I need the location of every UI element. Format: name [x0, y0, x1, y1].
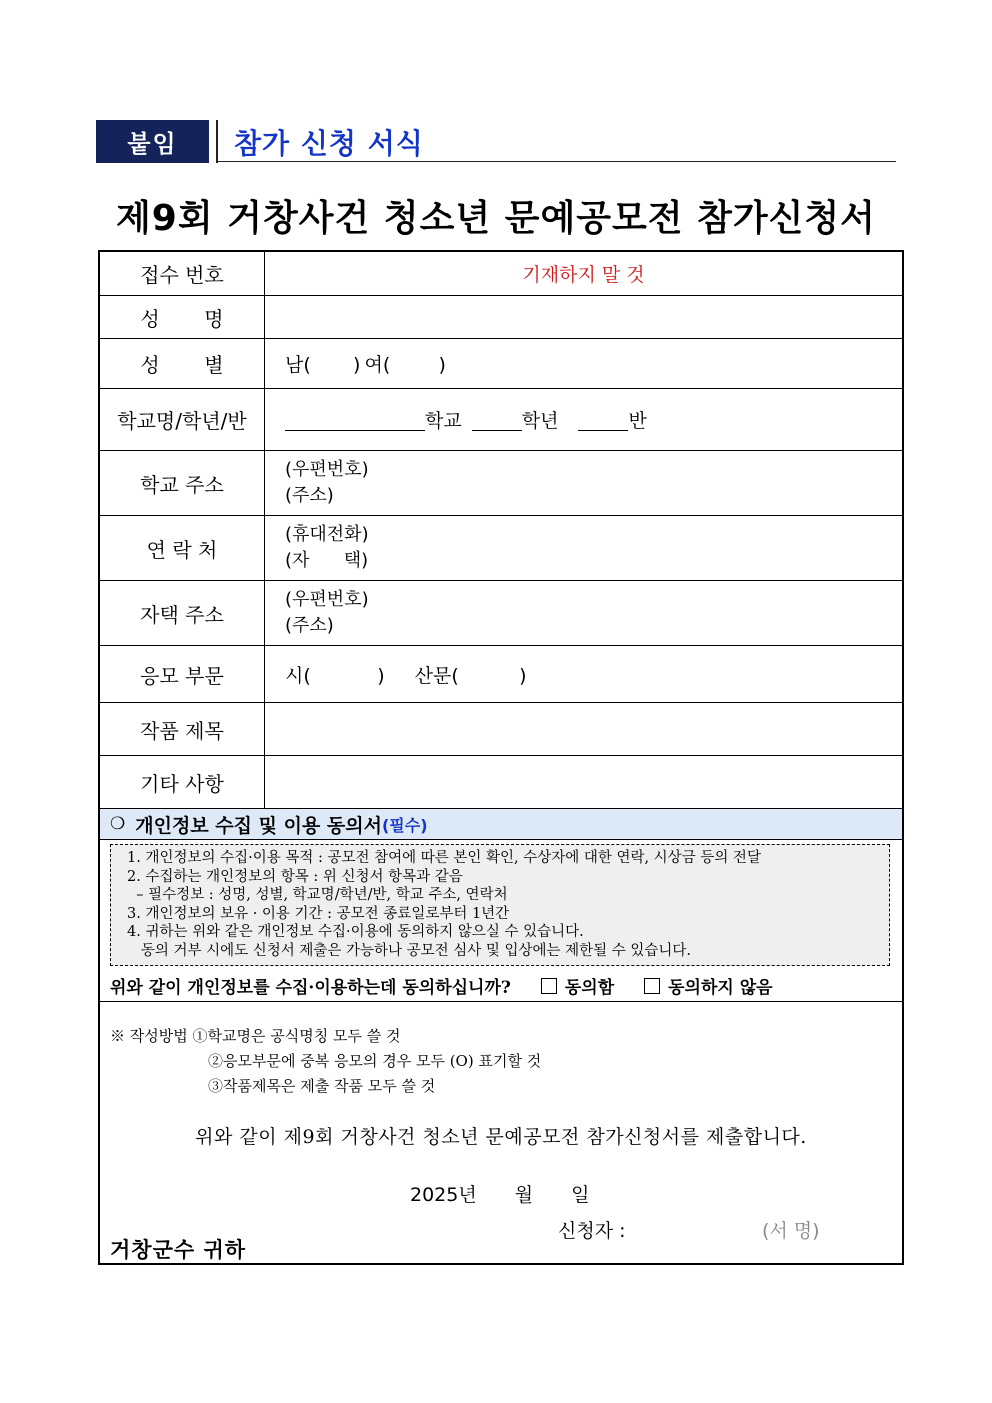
header-divider — [216, 120, 218, 163]
label-category: 응모 부문 — [100, 646, 265, 702]
agree-checkbox[interactable] — [541, 978, 557, 994]
grade-suffix: 학년 — [521, 410, 559, 432]
name-field[interactable] — [265, 296, 902, 338]
home-address-field[interactable] — [265, 581, 902, 645]
label-home-address: 자택 주소 — [100, 581, 265, 645]
class-suffix: 반 — [628, 410, 647, 432]
disagree-checkbox[interactable] — [644, 978, 660, 994]
date-month: 월 — [514, 1184, 534, 1206]
row-school — [100, 389, 902, 451]
home-phone: (자 택) — [285, 550, 369, 571]
school-postal-code: (우편번호) — [285, 459, 369, 480]
label-school: 학교명/학년/반 — [100, 389, 265, 450]
applicant-label: 신청자 : — [558, 1220, 626, 1242]
category-poem[interactable]: 시( ) — [285, 664, 385, 687]
consent-heading — [100, 808, 902, 840]
label-work-title: 작품 제목 — [100, 703, 265, 755]
signature-field[interactable]: (서 명) — [762, 1220, 820, 1242]
class-blank[interactable] — [578, 408, 628, 431]
header-underline — [218, 161, 896, 162]
label-school-address: 학교 주소 — [100, 451, 265, 515]
row-work-title — [100, 703, 902, 756]
consent-item: 2. 수집하는 개인정보의 항목 : 위 신청서 항목과 같음 — [127, 868, 463, 885]
etc-field[interactable] — [265, 756, 902, 808]
agree-label: 동의함 — [564, 978, 615, 998]
consent-required-tag: (필수) — [381, 815, 428, 835]
date-day: 일 — [571, 1184, 590, 1206]
school-suffix: 학교 — [425, 410, 462, 432]
row-school-address — [100, 451, 902, 516]
grade-blank[interactable] — [472, 408, 522, 431]
category-prose[interactable]: 산문( ) — [414, 664, 527, 687]
gender-field[interactable] — [265, 339, 902, 388]
consent-question: 위와 같이 개인정보를 수집·이용하는데 동의하십니까? — [110, 978, 511, 998]
row-home-address — [100, 581, 902, 646]
instructions-prefix: ※ 작성방법 — [110, 1027, 188, 1045]
category-field[interactable] — [265, 646, 902, 702]
work-title-field[interactable] — [265, 703, 902, 755]
submission-date — [410, 1180, 627, 1207]
date-year: 2025년 — [410, 1184, 477, 1206]
header-title: 참가 신청 서식 — [234, 127, 424, 160]
label-receipt-number: 접수 번호 — [100, 252, 265, 295]
school-name-blank[interactable] — [285, 408, 425, 431]
recipient: 거창군수 귀하 — [110, 1237, 247, 1262]
consent-question-row — [100, 970, 902, 1002]
submission-statement: 위와 같이 제9회 거창사건 청소년 문예공모전 참가신청서를 제출합니다. — [195, 1126, 807, 1148]
consent-details — [110, 844, 890, 966]
consent-item: 3. 개인정보의 보유 · 이용 기간 : 공모전 종료일로부터 1년간 — [127, 905, 510, 922]
consent-item: 1. 개인정보의 수집·이용 목적 : 공모전 참여에 따른 본인 확인, 수상자에 대한 연락, 시상금 등의 전달 — [127, 850, 761, 866]
home-postal-code: (우편번호) — [285, 589, 369, 610]
row-gender — [100, 339, 902, 389]
label-name: 성 명 — [100, 296, 265, 338]
instruction-item: ②응모부문에 중복 응모의 경우 모두 (O) 표기할 것 — [208, 1052, 542, 1070]
school-address: (주소) — [285, 485, 334, 506]
consent-title: 개인정보 수집 및 이용 동의서 — [135, 814, 382, 837]
gender-female[interactable]: 여( ) — [364, 354, 446, 376]
label-gender: 성 별 — [100, 339, 265, 388]
row-contact — [100, 516, 902, 581]
attachment-header — [96, 120, 896, 163]
writing-instructions — [110, 1024, 541, 1099]
disagree-label: 동의하지 않음 — [668, 978, 773, 998]
mobile-phone: (휴대전화) — [285, 524, 369, 545]
school-field[interactable] — [265, 389, 902, 450]
row-name — [100, 296, 902, 339]
gender-male[interactable]: 남( ) — [285, 354, 361, 376]
school-address-field[interactable] — [265, 451, 902, 515]
document-title: 제9회 거창사건 청소년 문예공모전 참가신청서 — [116, 198, 876, 239]
home-address: (주소) — [285, 615, 334, 636]
consent-item: 동의 거부 시에도 신청서 제출은 가능하나 공모전 심사 및 입상에는 제한될 수 있습니다. — [127, 942, 691, 959]
label-etc: 기타 사항 — [100, 756, 265, 808]
attachment-badge: 붙임 — [96, 120, 209, 163]
row-receipt-number — [100, 252, 902, 296]
instruction-item: ③작품제목은 제출 작품 모두 쓸 것 — [208, 1077, 436, 1095]
receipt-number-note: 기재하지 말 것 — [522, 264, 645, 286]
application-form — [98, 250, 904, 1265]
row-category — [100, 646, 902, 703]
consent-item: 4. 귀하는 위와 같은 개인정보 수집·이용에 동의하지 않으실 수 있습니다. — [127, 924, 584, 941]
consent-item: – 필수정보 : 성명, 성별, 학교명/학년/반, 학교 주소, 연락처 — [127, 887, 508, 904]
label-contact: 연 락 처 — [100, 516, 265, 580]
circle-bullet-icon: ❍ — [110, 814, 126, 834]
instruction-item: ①학교명은 공식명칭 모두 쓸 것 — [192, 1027, 401, 1045]
contact-field[interactable] — [265, 516, 902, 580]
row-etc — [100, 756, 902, 808]
